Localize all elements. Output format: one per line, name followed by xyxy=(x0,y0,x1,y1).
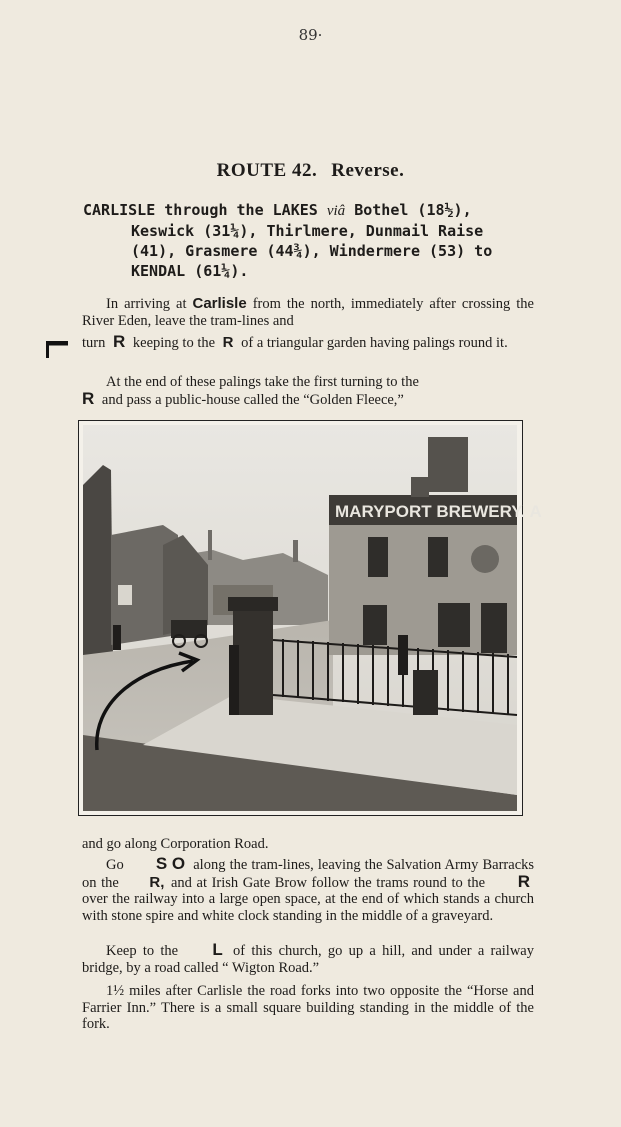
paragraph-fork: 1½ miles after Carlisle the road forks into two opposite the “Horse and Farrier Inn.” There is a small square building standing in the middle of the fork. xyxy=(82,983,534,1032)
paragraph-keep-left xyxy=(82,942,534,976)
text: keeping to the xyxy=(132,335,216,351)
direction-straight-on-symbol: S O xyxy=(155,854,186,873)
photograph-street-scene xyxy=(83,425,542,811)
text: At the end of these palings take the first turning to the xyxy=(106,374,419,390)
text: of this church, go up a hill, and under a railway bridge, by a road called “ Wigton Road.” xyxy=(82,943,534,976)
route-summary xyxy=(83,200,535,281)
summary-start: CARLISLE through the LAKES xyxy=(83,201,318,219)
summary-line-3: (41), Grasmere (44¾), Windermere (53) to xyxy=(131,242,493,260)
direction-right-symbol: R xyxy=(517,871,530,891)
summary-line-1 xyxy=(83,201,472,219)
street-photo-illustration xyxy=(83,425,542,811)
place-name-carlisle: Carlisle xyxy=(192,295,247,312)
paragraph-straight-on xyxy=(82,856,534,924)
text: In arriving at xyxy=(106,296,187,312)
text: and at Irish Gate Brow follow the trams round to the xyxy=(171,874,486,891)
turn-marker-icon xyxy=(44,338,70,360)
direction-right-symbol: R xyxy=(222,334,234,351)
route-direction: Reverse. xyxy=(331,160,405,181)
text: turn xyxy=(82,335,106,351)
summary-line-2: Keswick (31¼), Thirlmere, Dunmail Raise xyxy=(131,222,484,240)
direction-right-symbol: R, xyxy=(149,873,165,891)
text: over the railway into a large open space, at the end of which stands a church with stone spire and white clock standing in the middle of a graveyard. xyxy=(82,891,534,924)
page-number: 89· xyxy=(298,26,323,44)
paragraph-arriving xyxy=(82,296,534,329)
via-word: viâ xyxy=(326,203,346,219)
paragraph-corporation-road: and go along Corporation Road. xyxy=(82,836,269,852)
route-number: ROUTE 42. xyxy=(216,160,318,181)
text: and pass a public-house called the “Golden Fleece,” xyxy=(101,391,404,408)
summary-first-stop: Bothel (18½), xyxy=(354,201,472,219)
paragraph-turn xyxy=(82,334,534,352)
direction-right-symbol: R xyxy=(82,388,95,408)
route-heading xyxy=(0,160,621,182)
text: of a triangular garden having palings round it. xyxy=(241,335,508,351)
brewery-sign: MARYPORT BREWERY. A xyxy=(335,502,542,521)
direction-right-symbol: R xyxy=(112,332,126,351)
text: along the tram-lines, leaving the Salvation Army Barracks on the xyxy=(82,857,535,891)
text: Keep to the xyxy=(106,943,179,959)
direction-left-symbol: L xyxy=(212,940,223,959)
text: from the north, immediately after crossing the River Eden, leave the tram-lines and xyxy=(82,296,534,329)
paragraph-palings xyxy=(82,374,534,408)
summary-line-4: KENDAL (61¼). xyxy=(131,262,249,280)
text: Go xyxy=(106,857,124,873)
photograph-frame xyxy=(78,420,542,816)
